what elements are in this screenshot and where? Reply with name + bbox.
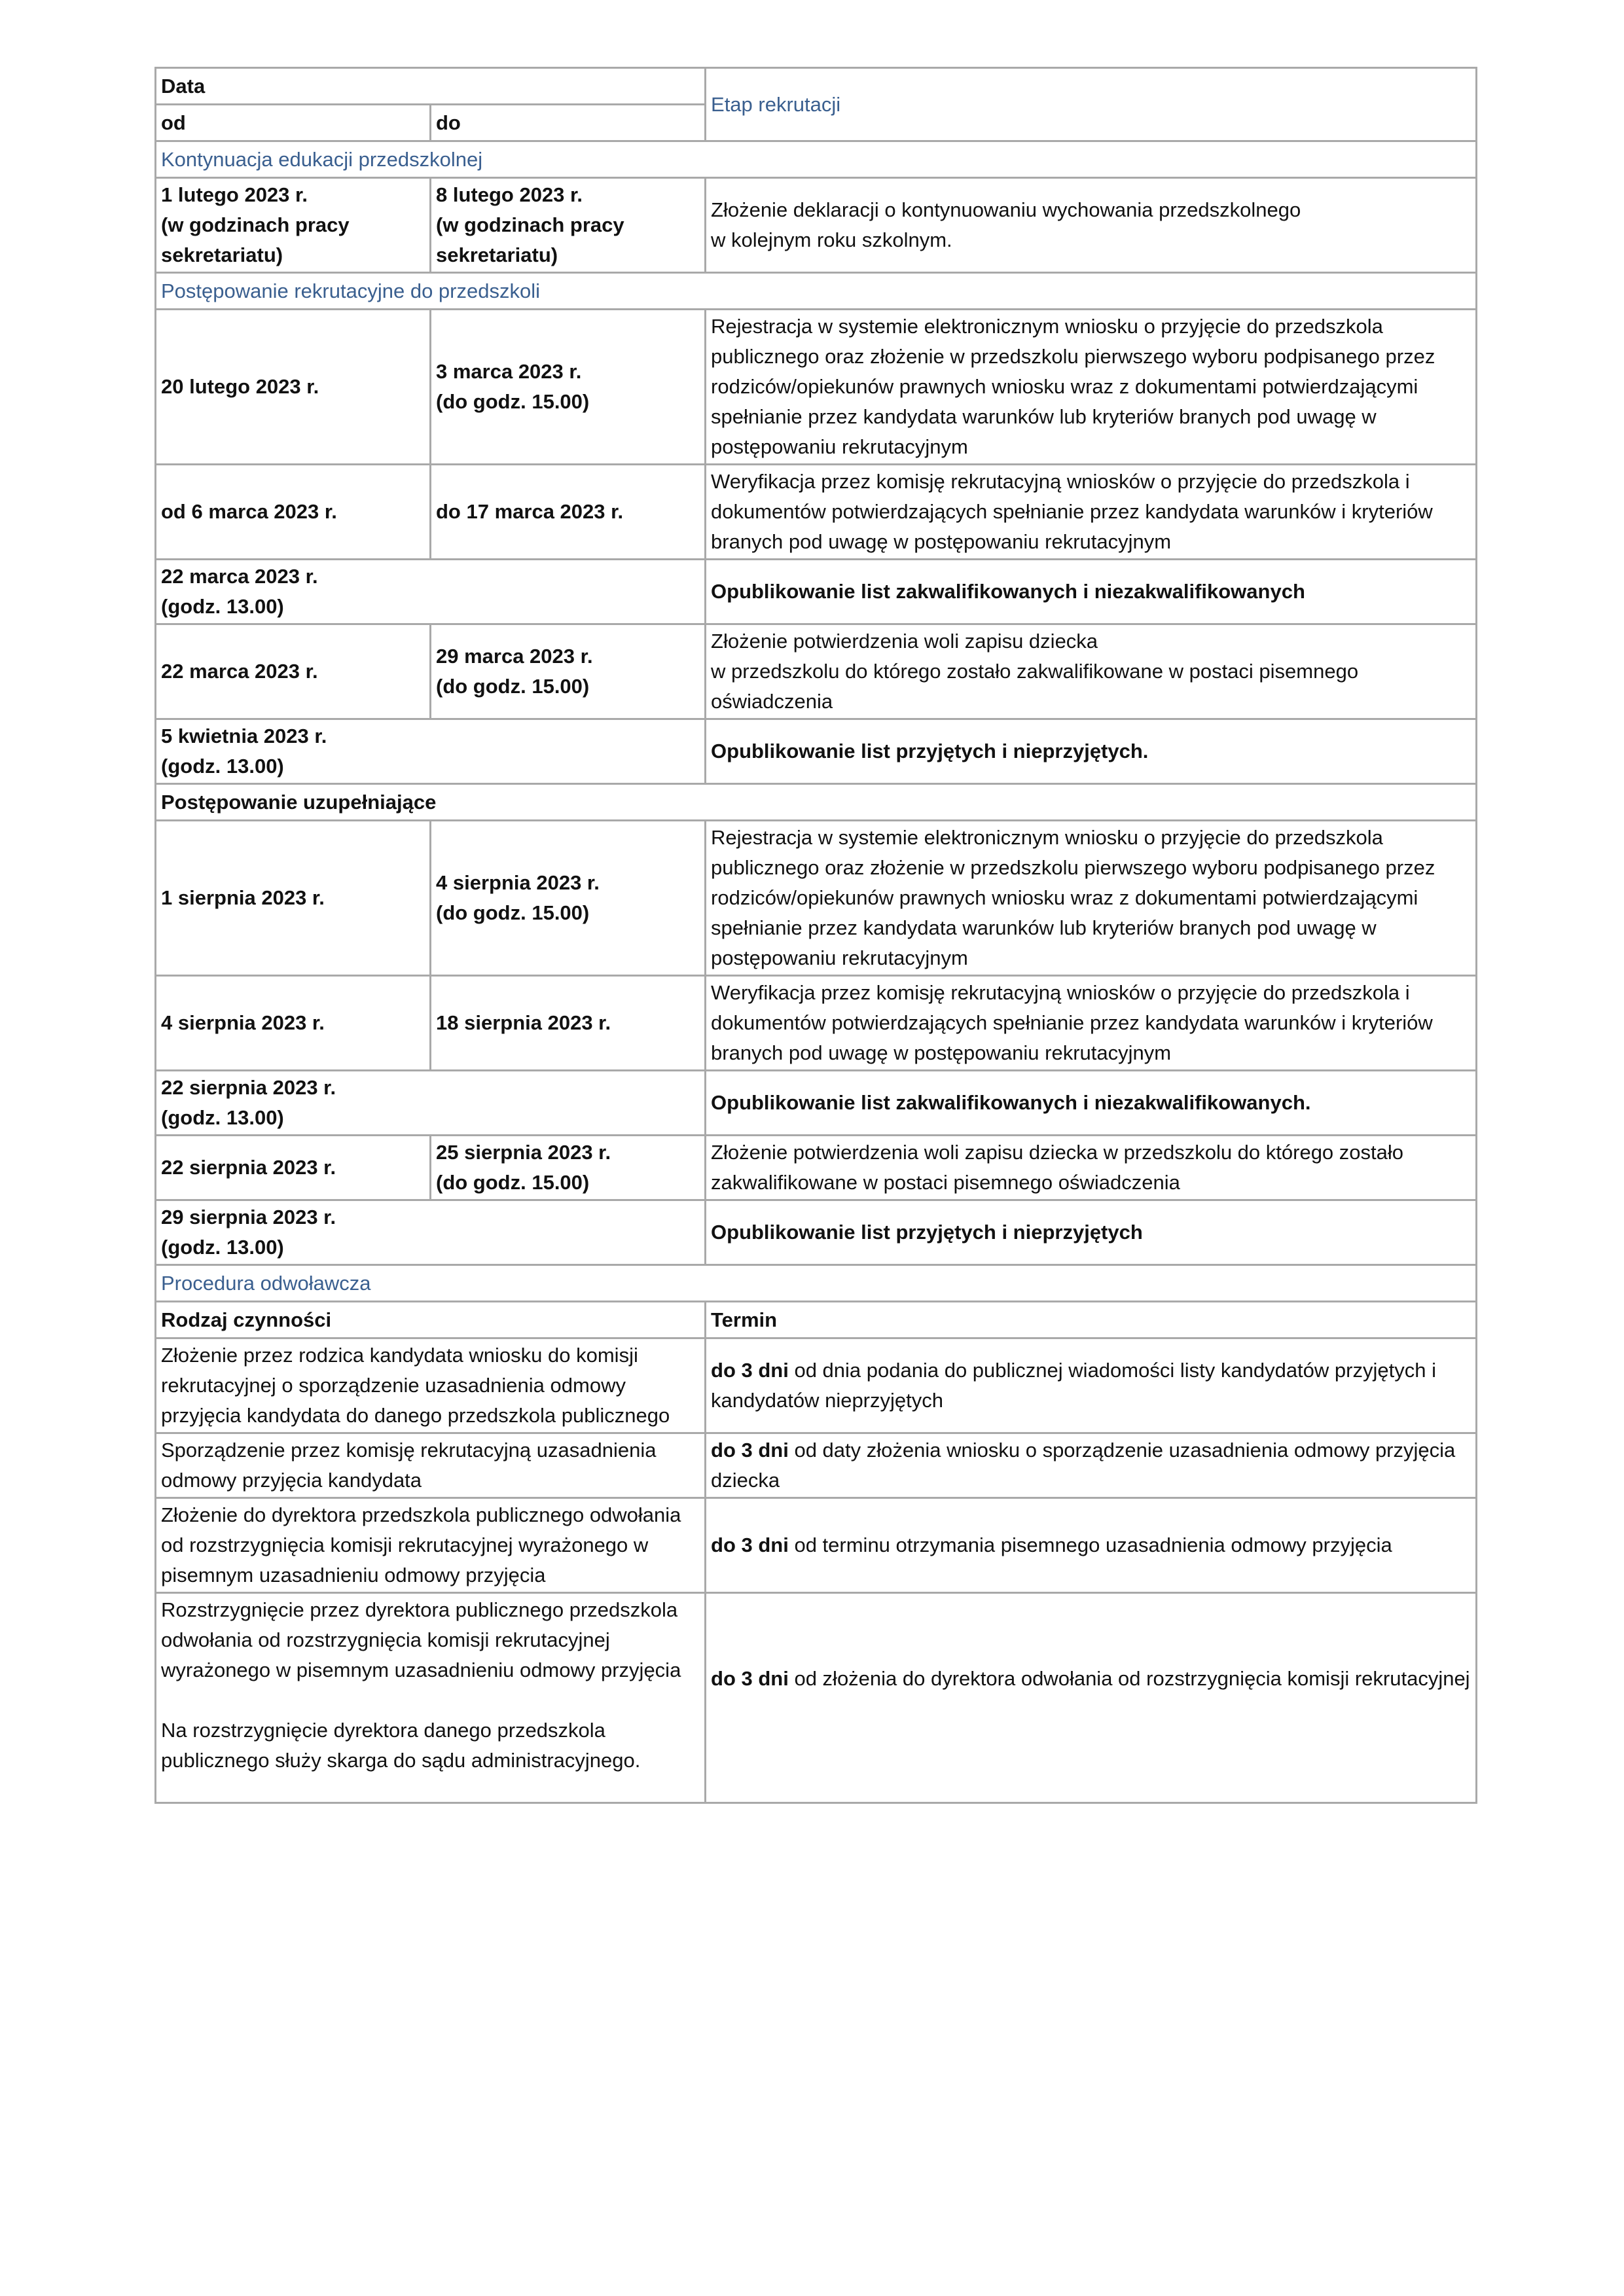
to-date-cell: 18 sierpnia 2023 r. bbox=[431, 976, 706, 1071]
stage-cell: Weryfikacja przez komisję rekrutacyjną wniosków o przyjęcie do przedszkola i dokumentów potwierdzających spełnianie przez kandydata warunków i kryteriów branych pod uwagę w postępowaniu rekrutacyjnym bbox=[706, 976, 1477, 1071]
schedule-row bbox=[156, 465, 1477, 560]
header-from-label: od bbox=[156, 105, 431, 141]
section-header-row bbox=[156, 141, 1477, 178]
to-date-cell: 25 sierpnia 2023 r. (do godz. 15.00) bbox=[431, 1136, 706, 1200]
date-cell: 22 sierpnia 2023 r. (godz. 13.00) bbox=[156, 1071, 706, 1136]
from-date-cell: 4 sierpnia 2023 r. bbox=[156, 976, 431, 1071]
appeal-activity-cell: Sporządzenie przez komisję rekrutacyjną uzasadnienia odmowy przyjęcia kandydata bbox=[156, 1433, 706, 1498]
schedule-row bbox=[156, 1200, 1477, 1265]
to-date-cell: 4 sierpnia 2023 r. (do godz. 15.00) bbox=[431, 821, 706, 976]
header-stage-label: Etap rekrutacji bbox=[706, 68, 1477, 141]
section-title: Postępowanie uzupełniające bbox=[156, 784, 1477, 821]
appeal-deadline-cell bbox=[706, 1498, 1477, 1593]
appeal-deadline-header: Termin bbox=[706, 1302, 1477, 1338]
stage-cell: Weryfikacja przez komisję rekrutacyjną wniosków o przyjęcie do przedszkola i dokumentów potwierdzających spełnianie przez kandydata warunków i kryteriów branych pod uwagę w postępowaniu rekrutacyjnym bbox=[706, 465, 1477, 560]
to-date-cell: 8 lutego 2023 r. (w godzinach pracy sekretariatu) bbox=[431, 178, 706, 273]
stage-cell: Rejestracja w systemie elektronicznym wniosku o przyjęcie do przedszkola publicznego oraz złożenie w przedszkolu pierwszego wyboru podpisanego przez rodziców/opiekunów prawnych wniosku wraz z dokumentami potwierdzającymi spełnianie przez kandydata warunków lub kryteriów branych pod uwagę w postępowaniu rekrutacyjnym bbox=[706, 821, 1477, 976]
section-title: Kontynuacja edukacji przedszkolnej bbox=[156, 141, 1477, 178]
stage-cell: Opublikowanie list zakwalifikowanych i niezakwalifikowanych bbox=[706, 560, 1477, 624]
section-title: Procedura odwoławcza bbox=[156, 1265, 1477, 1302]
section-header-row bbox=[156, 1265, 1477, 1302]
to-date-cell: 29 marca 2023 r. (do godz. 15.00) bbox=[431, 624, 706, 719]
appeal-activity-cell: Rozstrzygnięcie przez dyrektora publicznego przedszkola odwołania od rozstrzygnięcia komisji rekrutacyjnej wyrażonego w pisemnym uzasadnieniu odmowy przyjęcia Na rozstrzygnięcie dyrektora danego przedszkola publicznego służy skarga do sądu administracyjnego. bbox=[156, 1593, 706, 1803]
date-cell: 5 kwietnia 2023 r. (godz. 13.00) bbox=[156, 719, 706, 784]
from-date-cell: od 6 marca 2023 r. bbox=[156, 465, 431, 560]
date-cell: 22 marca 2023 r. (godz. 13.00) bbox=[156, 560, 706, 624]
appeal-activity-cell: Złożenie przez rodzica kandydata wniosku do komisji rekrutacyjnej o sporządzenie uzasadnienia odmowy przyjęcia kandydata do danego przedszkola publicznego bbox=[156, 1338, 706, 1433]
header-to-label: do bbox=[431, 105, 706, 141]
deadline-text: od terminu otrzymania pisemnego uzasadnienia odmowy przyjęcia bbox=[788, 1534, 1392, 1556]
section-title: Postępowanie rekrutacyjne do przedszkoli bbox=[156, 273, 1477, 310]
from-date-cell: 1 lutego 2023 r. (w godzinach pracy sekretariatu) bbox=[156, 178, 431, 273]
schedule-row bbox=[156, 719, 1477, 784]
appeal-row bbox=[156, 1433, 1477, 1498]
stage-cell: Opublikowanie list zakwalifikowanych i niezakwalifikowanych. bbox=[706, 1071, 1477, 1136]
recruitment-schedule-table bbox=[154, 67, 1477, 1804]
deadline-text: od daty złożenia wniosku o sporządzenie uzasadnienia odmowy przyjęcia dziecka bbox=[711, 1439, 1456, 1492]
stage-cell: Rejestracja w systemie elektronicznym wniosku o przyjęcie do przedszkola publicznego oraz złożenie w przedszkolu pierwszego wyboru podpisanego przez rodziców/opiekunów prawnych wniosku wraz z dokumentami potwierdzającymi spełnianie przez kandydata warunków lub kryteriów branych pod uwagę w postępowaniu rekrutacyjnym bbox=[706, 310, 1477, 465]
stage-cell: Złożenie deklaracji o kontynuowaniu wychowania przedszkolnego w kolejnym roku szkolnym. bbox=[706, 178, 1477, 273]
appeal-deadline-cell bbox=[706, 1433, 1477, 1498]
appeal-header-row bbox=[156, 1302, 1477, 1338]
table-body bbox=[156, 68, 1477, 1803]
section-header-row bbox=[156, 273, 1477, 310]
appeal-activity-cell: Złożenie do dyrektora przedszkola publicznego odwołania od rozstrzygnięcia komisji rekrutacyjnej wyrażonego w pisemnym uzasadnieniu odmowy przyjęcia bbox=[156, 1498, 706, 1593]
deadline-emphasis: do 3 dni bbox=[711, 1439, 789, 1462]
schedule-row bbox=[156, 1071, 1477, 1136]
stage-cell: Opublikowanie list przyjętych i nieprzyjętych bbox=[706, 1200, 1477, 1265]
appeal-row bbox=[156, 1498, 1477, 1593]
from-date-cell: 22 sierpnia 2023 r. bbox=[156, 1136, 431, 1200]
deadline-text: od dnia podania do publicznej wiadomości listy kandydatów przyjętych i kandydatów nieprzyjętych bbox=[711, 1359, 1436, 1412]
stage-cell: Złożenie potwierdzenia woli zapisu dziecka w przedszkolu do którego zostało zakwalifikowane w postaci pisemnego oświadczenia bbox=[706, 1136, 1477, 1200]
appeal-deadline-cell bbox=[706, 1338, 1477, 1433]
from-date-cell: 22 marca 2023 r. bbox=[156, 624, 431, 719]
schedule-row bbox=[156, 821, 1477, 976]
from-date-cell: 20 lutego 2023 r. bbox=[156, 310, 431, 465]
stage-cell: Opublikowanie list przyjętych i nieprzyjętych. bbox=[706, 719, 1477, 784]
schedule-row bbox=[156, 310, 1477, 465]
section-header-row bbox=[156, 784, 1477, 821]
header-row-date bbox=[156, 68, 1477, 105]
appeal-row bbox=[156, 1593, 1477, 1803]
appeal-row bbox=[156, 1338, 1477, 1433]
deadline-emphasis: do 3 dni bbox=[711, 1667, 789, 1690]
appeal-deadline-cell bbox=[706, 1593, 1477, 1803]
date-cell: 29 sierpnia 2023 r. (godz. 13.00) bbox=[156, 1200, 706, 1265]
deadline-emphasis: do 3 dni bbox=[711, 1359, 789, 1382]
appeal-activity-header: Rodzaj czynności bbox=[156, 1302, 706, 1338]
schedule-row bbox=[156, 1136, 1477, 1200]
to-date-cell: 3 marca 2023 r. (do godz. 15.00) bbox=[431, 310, 706, 465]
deadline-text: od złożenia do dyrektora odwołania od rozstrzygnięcia komisji rekrutacyjnej bbox=[788, 1667, 1470, 1690]
schedule-row bbox=[156, 178, 1477, 273]
from-date-cell: 1 sierpnia 2023 r. bbox=[156, 821, 431, 976]
deadline-emphasis: do 3 dni bbox=[711, 1534, 789, 1556]
schedule-row bbox=[156, 976, 1477, 1071]
to-date-cell: do 17 marca 2023 r. bbox=[431, 465, 706, 560]
stage-cell: Złożenie potwierdzenia woli zapisu dziecka w przedszkolu do którego zostało zakwalifikowane w postaci pisemnego oświadczenia bbox=[706, 624, 1477, 719]
schedule-row bbox=[156, 624, 1477, 719]
schedule-row bbox=[156, 560, 1477, 624]
header-date-label: Data bbox=[156, 68, 706, 105]
